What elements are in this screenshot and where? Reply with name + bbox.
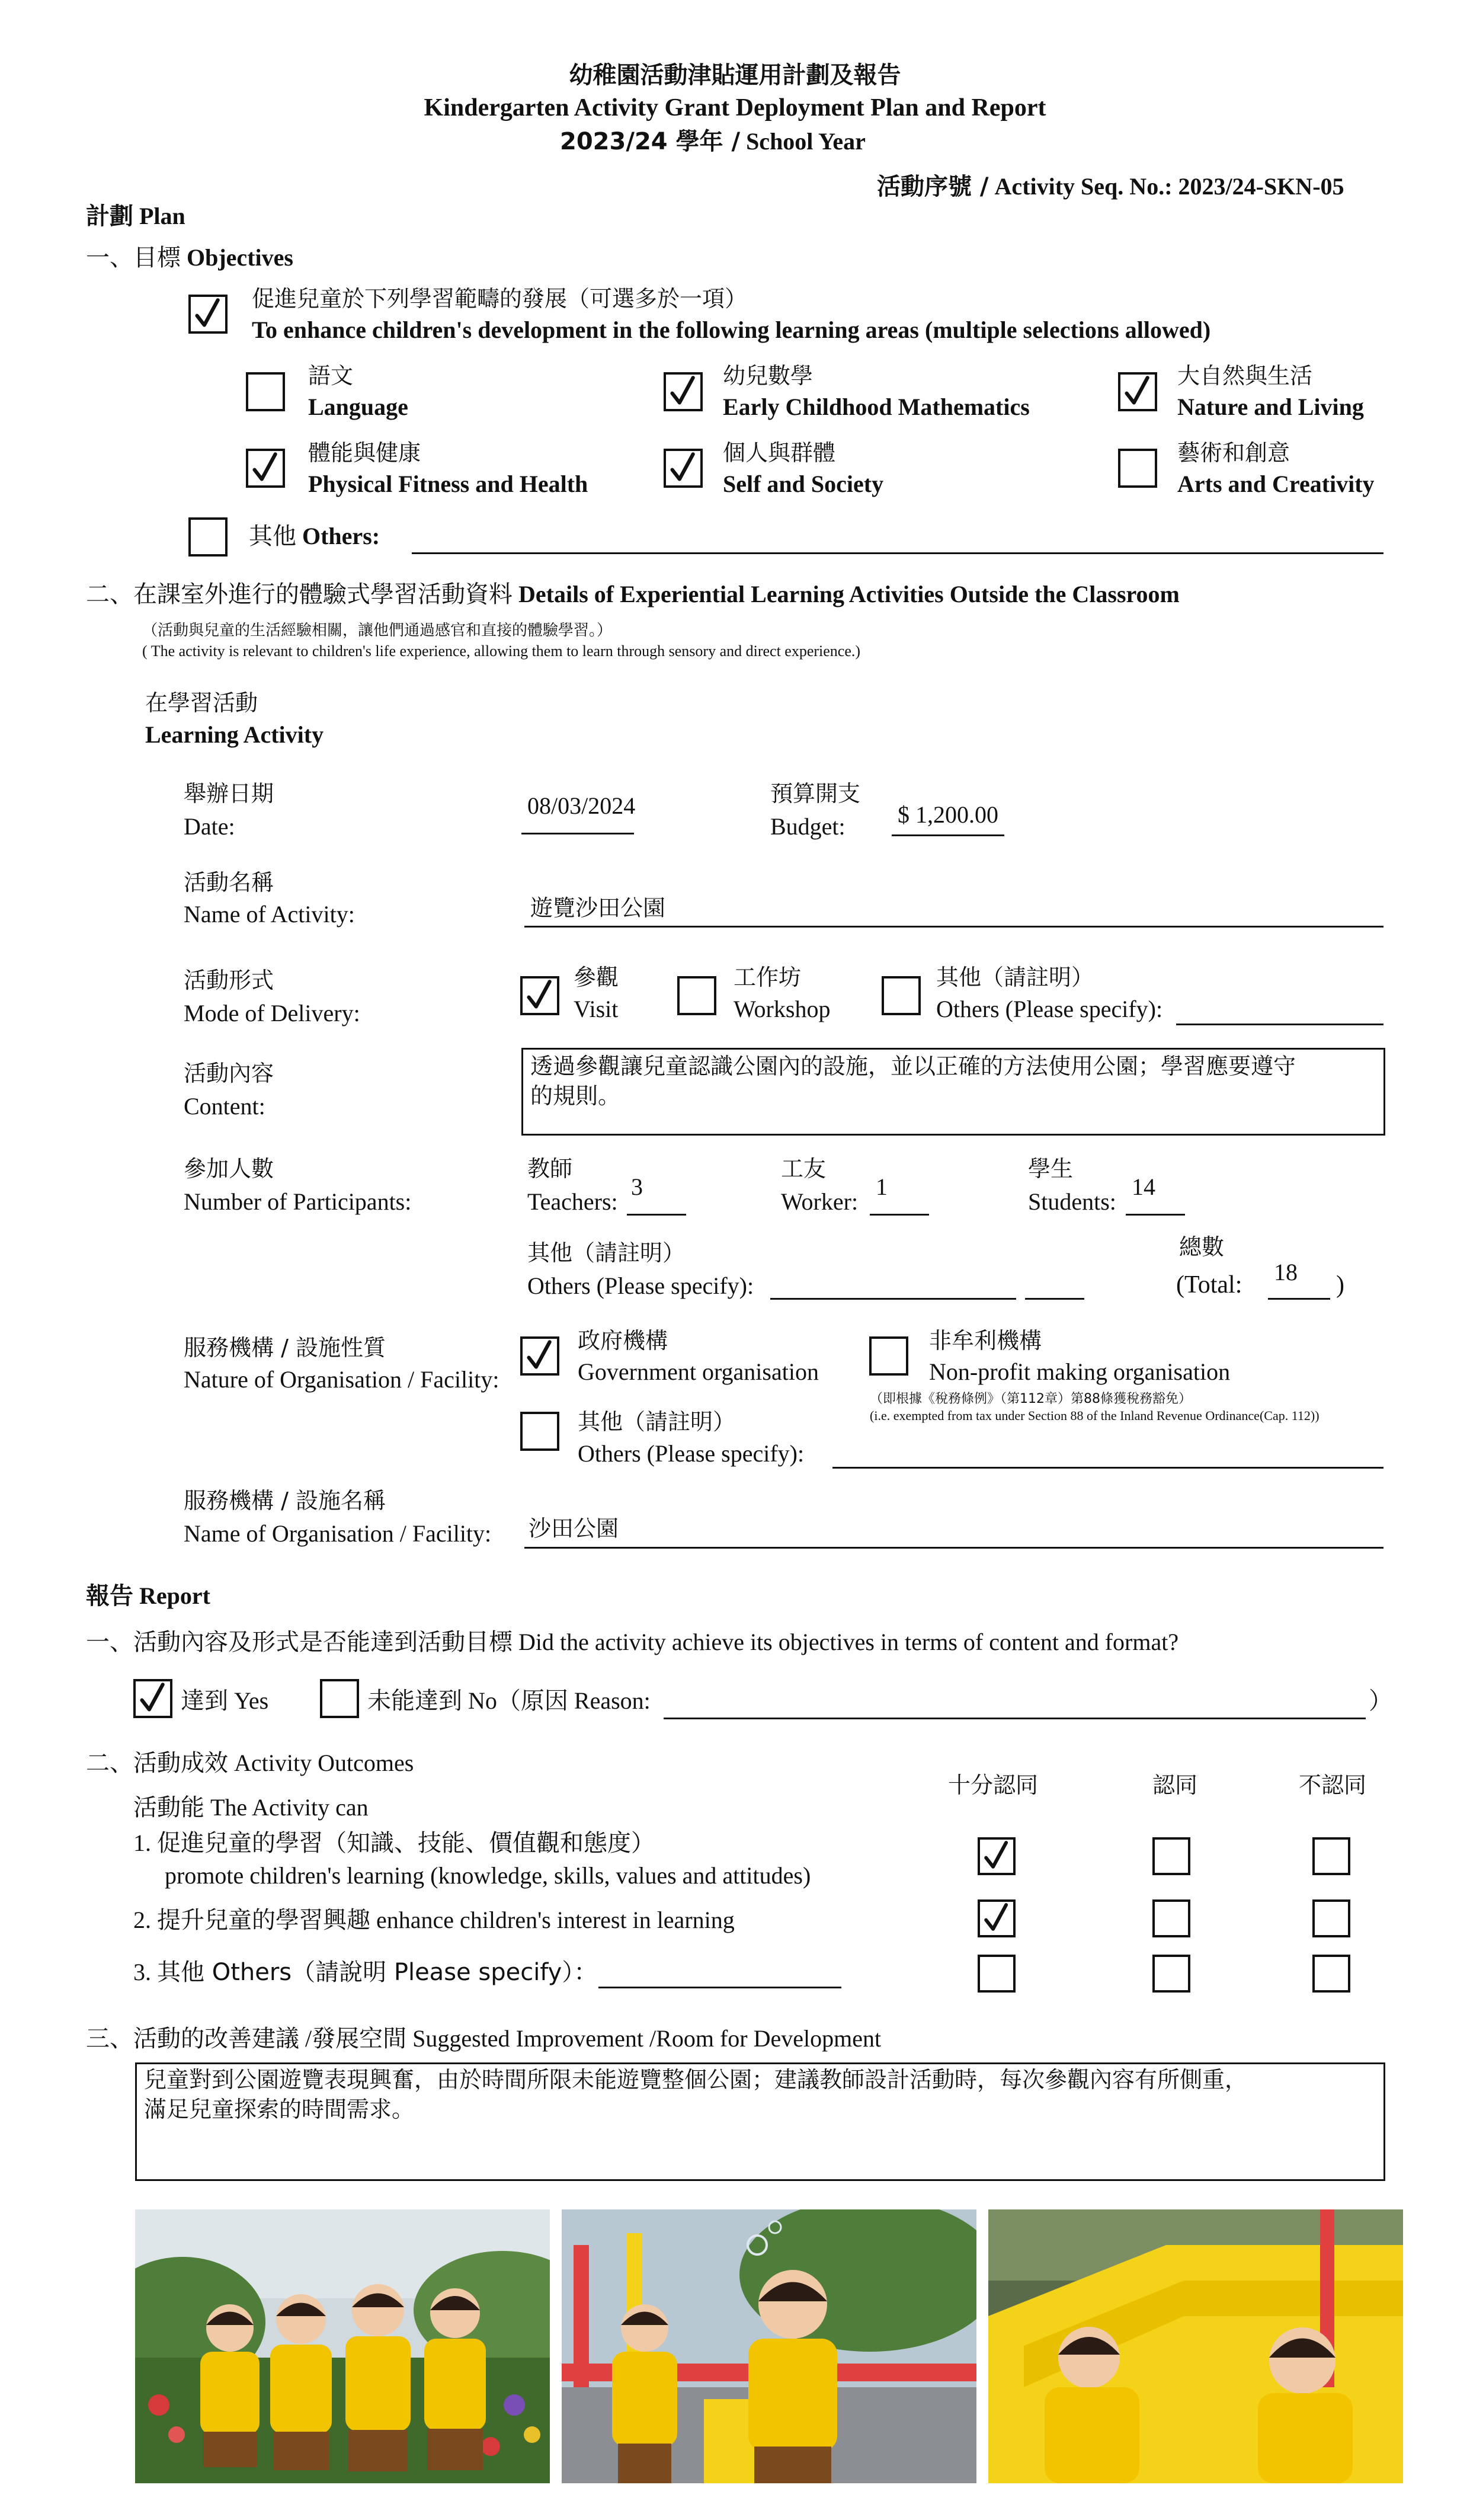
teachers-value: 3: [631, 1173, 643, 1200]
report-heading-en: Report: [139, 1582, 210, 1609]
total-label-zh: 總數: [1179, 1234, 1225, 1260]
seq-label-zh: 活動序號 /: [877, 173, 989, 200]
org-nature-label-en: Nature of Organisation / Facility:: [184, 1366, 499, 1393]
org-gov-checkbox[interactable]: [520, 1336, 559, 1376]
budget-value: $ 1,200.00: [898, 801, 998, 828]
worker-label-zh: 工友: [781, 1156, 827, 1182]
students-value: 14: [1132, 1173, 1155, 1200]
mode-visit-zh: 參觀: [574, 964, 619, 990]
org-others-en: Others (Please specify):: [578, 1440, 805, 1467]
objectives-heading-en: Objectives: [187, 244, 293, 271]
date-field-line: [521, 833, 634, 834]
teachers-label-en: Teachers:: [527, 1188, 618, 1215]
area-fitness-en: Physical Fitness and Health: [308, 471, 588, 497]
participants-others-count-field[interactable]: [1025, 1298, 1084, 1300]
report-no-checkbox[interactable]: [320, 1679, 359, 1718]
outcome-2-zh: 提升兒童的學習興趣: [157, 1907, 370, 1934]
checkmark-icon: [136, 1681, 170, 1716]
activity-name-label-en: Name of Activity:: [184, 901, 355, 928]
checkmark-icon: [980, 1840, 1013, 1873]
mode-others-checkbox[interactable]: [882, 976, 921, 1015]
area-language-en: Language: [308, 394, 408, 420]
students-label-zh: 學生: [1028, 1156, 1074, 1182]
org-nature-label-zh: 服務機構 / 設施性質: [184, 1335, 386, 1361]
learning-activity-zh: 在學習活動: [145, 690, 258, 716]
org-npo-note-en: (i.e. exempted from tax under Section 88 of the Inland Revenue Ordinance(Cap. 112)): [870, 1408, 1320, 1423]
report-no-reason-field[interactable]: [664, 1718, 1366, 1719]
seq-value: 2023/24-SKN-05: [1178, 173, 1344, 200]
participants-others-field[interactable]: [770, 1298, 1016, 1300]
content-label-zh: 活動內容: [184, 1060, 274, 1086]
school-year-zh: 2023/24 學年 /: [560, 128, 741, 155]
checkmark-icon: [980, 1902, 1013, 1935]
mode-workshop-en: Workshop: [734, 996, 831, 1022]
report-heading-zh: 報告: [86, 1582, 133, 1610]
scale-strongly-agree: 十分認同: [948, 1772, 1039, 1798]
students-label-en: Students:: [1028, 1188, 1116, 1215]
photo-children-slide: [988, 2209, 1403, 2483]
participants-others-zh: 其他（請註明）: [527, 1240, 686, 1266]
area-math-zh: 幼兒數學: [723, 363, 814, 389]
details-note-zh: （活動與兒童的生活經驗相關，讓他們通過感官和直接的體驗學習。）: [142, 622, 613, 639]
activity-name-label-zh: 活動名稱: [184, 869, 274, 896]
org-name-value: 沙田公園: [529, 1515, 619, 1542]
area-society-zh: 個人與群體: [723, 440, 836, 466]
checkmark-icon: [666, 375, 700, 409]
org-others-zh: 其他（請註明）: [578, 1409, 736, 1435]
date-value: 08/03/2024: [527, 792, 636, 819]
worker-label-en: Worker:: [781, 1188, 859, 1215]
org-name-label-en: Name of Organisation / Facility:: [184, 1520, 492, 1547]
mode-others-zh: 其他（請註明）: [936, 964, 1094, 990]
org-npo-zh: 非牟利機構: [929, 1328, 1042, 1354]
outcome-1-strongly-agree-checkbox[interactable]: [978, 1837, 1016, 1875]
area-fitness-zh: 體能與健康: [308, 440, 421, 466]
area-fitness-checkbox[interactable]: [246, 449, 285, 488]
area-society-en: Self and Society: [723, 471, 884, 497]
outcome-3-zh: 其他 Others（請說明 Please specify）：: [157, 1959, 598, 1986]
outcome-3-num: 3.: [133, 1959, 151, 1985]
objective-main-en: To enhance children's development in the following learning areas (multiple selections allowed): [252, 316, 1211, 343]
teachers-label-zh: 教師: [527, 1156, 573, 1182]
report-no-close: ）: [1369, 1687, 1392, 1714]
checkmark-icon: [523, 1339, 557, 1373]
form-title-en: Kindergarten Activity Grant Deployment Plan and Report: [424, 94, 1046, 121]
report-no-label: [367, 1686, 651, 1716]
outcome-3-disagree-checkbox[interactable]: [1312, 1955, 1350, 1993]
report-yes-en: Yes: [234, 1687, 269, 1714]
checkmark-icon: [666, 451, 700, 485]
details-heading-en: Details of Experiential Learning Activities Outside the Classroom: [518, 581, 1180, 607]
total-label-en: (Total:: [1176, 1271, 1242, 1299]
outcome-2-num: 2.: [133, 1907, 151, 1933]
outcome-1-agree-checkbox[interactable]: [1152, 1837, 1190, 1875]
checkmark-icon: [1120, 375, 1155, 409]
objective-others-field[interactable]: [412, 552, 1383, 554]
outcome-2-agree-checkbox[interactable]: [1152, 1899, 1190, 1937]
report-q1-zh: 一、活動內容及形式是否能達到活動目標: [86, 1629, 513, 1656]
outcome-1-disagree-checkbox[interactable]: [1312, 1837, 1350, 1875]
budget-label-zh: 預算開支: [770, 781, 861, 807]
budget-label-en: Budget:: [770, 813, 846, 840]
teachers-field-line: [627, 1214, 686, 1216]
form-title-zh: 幼稚園活動津貼運用計劃及報告: [569, 62, 901, 89]
area-nature-zh: 大自然與生活: [1177, 363, 1313, 389]
org-npo-en: Non-profit making organisation: [929, 1358, 1231, 1385]
report-q1-en: Did the activity achieve its objectives in terms of content and format?: [518, 1629, 1179, 1655]
improvement-heading: 三、活動的改善建議 /發展空間 Suggested Improvement /Room for Development: [86, 2025, 882, 2052]
photo-children-bubbles: [562, 2209, 976, 2483]
objective-main-checkbox[interactable]: [188, 295, 228, 334]
mode-workshop-zh: 工作坊: [734, 964, 802, 990]
mode-label-zh: 活動形式: [184, 967, 274, 993]
details-note-en: ( The activity is relevant to children's life experience, allowing them to learn through sensory and direct experience.): [142, 642, 861, 660]
objective-others-en: Others:: [302, 523, 380, 549]
area-nature-en: Nature and Living: [1177, 394, 1364, 420]
mode-label-en: Mode of Delivery:: [184, 1000, 360, 1026]
outcome-3-field[interactable]: [598, 1987, 841, 1988]
report-q1: [86, 1627, 1178, 1657]
participants-others-en: Others (Please specify):: [527, 1272, 754, 1299]
org-others-checkbox[interactable]: [520, 1412, 559, 1451]
org-gov-en: Government organisation: [578, 1358, 819, 1385]
total-value: 18: [1274, 1259, 1298, 1285]
checkmark-icon: [248, 451, 283, 485]
plan-heading-zh: 計劃: [86, 203, 133, 230]
org-name-label-zh: 服務機構 / 設施名稱: [184, 1488, 386, 1514]
details-heading-zh: 二、在課室外進行的體驗式學習活動資料: [86, 581, 513, 608]
report-heading: [86, 1581, 210, 1611]
school-year-en: School Year: [746, 128, 866, 155]
plan-heading: [86, 202, 185, 231]
outcome-1-en: promote children's learning (knowledge, skills, values and attitudes): [165, 1862, 811, 1889]
mode-others-field[interactable]: [1176, 1024, 1383, 1025]
outcome-2-strongly-agree-checkbox[interactable]: [978, 1899, 1016, 1937]
report-yes-zh: 達到: [181, 1687, 228, 1715]
seq-label-en: Activity Seq. No.:: [994, 173, 1173, 200]
org-others-field[interactable]: [832, 1467, 1383, 1469]
objective-others-checkbox[interactable]: [188, 517, 228, 557]
outcomes-heading: 二、活動成效 Activity Outcomes: [86, 1750, 414, 1776]
area-nature-checkbox[interactable]: [1118, 372, 1157, 411]
content-line-1: 透過參觀讓兒童認識公園內的設施，並以正確的方法使用公園；學習應要遵守: [530, 1053, 1296, 1079]
area-language-zh: 語文: [308, 363, 354, 389]
org-npo-note-zh: （即根據《稅務條例》（第112章）第88條獲稅務豁免）: [870, 1392, 1192, 1406]
total-close: ): [1336, 1271, 1344, 1299]
photo-children-garden: [135, 2209, 550, 2483]
date-label-en: Date:: [184, 813, 235, 840]
area-arts-checkbox[interactable]: [1118, 449, 1157, 488]
mode-visit-checkbox[interactable]: [520, 976, 559, 1015]
org-gov-zh: 政府機構: [578, 1328, 668, 1354]
participants-label-en: Number of Participants:: [184, 1188, 412, 1215]
report-no-zh: 未能達到: [367, 1687, 462, 1715]
participants-label-zh: 參加人數: [184, 1156, 274, 1182]
content-line-2: 的規則。: [530, 1083, 621, 1109]
content-textbox[interactable]: [521, 1048, 1385, 1136]
plan-heading-en: Plan: [139, 203, 185, 229]
scale-disagree: 不認同: [1299, 1772, 1367, 1798]
students-field-line: [1126, 1214, 1185, 1216]
improvement-textbox[interactable]: [135, 2062, 1385, 2181]
area-arts-en: Arts and Creativity: [1177, 471, 1375, 497]
org-name-field[interactable]: [524, 1547, 1383, 1549]
report-yes-label: [181, 1686, 268, 1716]
report-no-en: No（原因 Reason:: [468, 1687, 651, 1714]
report-yes-checkbox[interactable]: [133, 1679, 172, 1718]
details-heading: [86, 580, 1180, 609]
budget-field-line: [892, 834, 1004, 836]
school-year: [560, 127, 866, 156]
checkmark-icon: [191, 297, 225, 331]
outcome-2-en: enhance children's interest in learning: [376, 1907, 735, 1933]
improvement-line-2: 滿足兒童探索的時間需求。: [144, 2096, 415, 2122]
outcome-1-num: 1.: [133, 1830, 151, 1856]
area-math-checkbox[interactable]: [664, 372, 703, 411]
area-arts-zh: 藝術和創意: [1177, 440, 1290, 466]
outcome-3-strongly-agree-checkbox[interactable]: [978, 1955, 1016, 1993]
area-society-checkbox[interactable]: [664, 449, 703, 488]
objectives-heading: [86, 243, 293, 273]
date-label-zh: 舉辦日期: [184, 781, 274, 807]
outcome-2-line: [133, 1905, 735, 1935]
outcome-2-disagree-checkbox[interactable]: [1312, 1899, 1350, 1937]
checkmark-icon: [523, 978, 557, 1013]
outcome-3-agree-checkbox[interactable]: [1152, 1955, 1190, 1993]
area-language-checkbox[interactable]: [246, 372, 285, 411]
scale-agree: 認同: [1152, 1772, 1198, 1798]
outcomes-intro: 活動能 The Activity can: [133, 1794, 369, 1821]
mode-visit-en: Visit: [574, 996, 619, 1022]
mode-others-en: Others (Please specify):: [936, 996, 1163, 1022]
worker-field-line: [870, 1214, 929, 1216]
objective-others-zh: 其他: [249, 523, 296, 550]
content-label-en: Content:: [184, 1093, 265, 1120]
total-field-line: [1268, 1298, 1330, 1300]
activity-name-value: 遊覽沙田公園: [530, 895, 666, 921]
org-npo-checkbox[interactable]: [869, 1336, 908, 1376]
outcome-3-line: [133, 1958, 597, 1987]
improvement-line-1: 兒童對到公園遊覽表現興奮，由於時間所限未能遊覽整個公園；建議教師設計活動時，每次參觀內容有所側重，: [144, 2067, 1248, 2093]
outcome-1-zh: 促進兒童的學習（知識、技能、價值觀和態度）: [157, 1830, 655, 1857]
area-math-en: Early Childhood Mathematics: [723, 394, 1030, 420]
worker-value: 1: [876, 1173, 888, 1200]
outcome-1-zh-line: [133, 1828, 655, 1858]
objective-others-label: [249, 522, 380, 551]
activity-seq: [877, 172, 1344, 202]
activity-name-field[interactable]: [524, 926, 1383, 928]
learning-activity-en: Learning Activity: [145, 721, 324, 748]
mode-workshop-checkbox[interactable]: [677, 976, 716, 1015]
objectives-heading-zh: 一、目標: [86, 244, 181, 271]
objective-main-zh: 促進兒童於下列學習範疇的發展（可選多於一項）: [252, 286, 748, 312]
